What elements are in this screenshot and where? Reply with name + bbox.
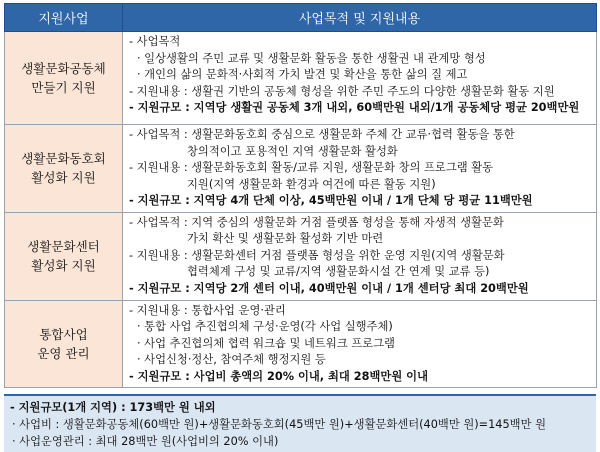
support-program-table bbox=[4, 3, 597, 388]
support-scale: - 지원규모 : 지역당 4개 단체 이상, 45백만원 이내 / 1개 단체 당 평균 11백만원 bbox=[129, 194, 533, 207]
table-row bbox=[5, 300, 597, 388]
program-content-cell bbox=[123, 32, 597, 125]
support-content: - 지원내용 : 생활문화센터 거점 플랫폼 형성을 위한 운영 지원(지역 생활문화 bbox=[129, 248, 505, 262]
program-content-cell bbox=[123, 125, 597, 213]
purpose-title: - 사업목적 bbox=[129, 35, 181, 48]
purpose-content-cont: 가치 확산 및 생활문화 활성화 기반 마련 bbox=[187, 232, 384, 245]
program-name-line1: 생활문화센터 bbox=[27, 239, 100, 254]
support-content: - 지원내용 : 생활권 기반의 공동체 형성을 위한 주민 주도의 다양한 생활문화 활동 지원 bbox=[129, 84, 555, 98]
purpose-item: · 개인의 삶의 문화적·사회적 가치 발견 및 확산을 통한 삶의 질 제고 bbox=[137, 68, 468, 81]
summary-operation-management: · 사업운영관리 : 최대 28백만 원(사업비의 20% 이내) bbox=[12, 435, 279, 448]
program-content-cell bbox=[123, 212, 597, 300]
program-name-cell bbox=[5, 212, 123, 300]
support-content-cont: 지원(지역 생활문화 환경과 여건에 따른 활동 지원) bbox=[187, 177, 436, 191]
support-item: · 통합 사업 추진협의체 구성·운영(각 사업 실행주체) bbox=[137, 320, 393, 333]
summary-project-cost: · 사업비 : 생활문화공동체(60백만 원)+생활문화동호회(45백만 원)+생활문화센터(40백만 원)=145백만 원 bbox=[12, 418, 547, 431]
table-row bbox=[5, 212, 597, 300]
program-name-line2: 활성화 지원 bbox=[31, 170, 96, 186]
support-content: - 지원내용 : 생활문화동호회 활동/교류 지원, 생활문화 창의 프로그램 활동 bbox=[129, 161, 494, 174]
program-name-line1: 통합사업 bbox=[39, 326, 88, 342]
summary-total: - 지원규모(1개 지역) : 173백만 원 내외 bbox=[10, 401, 216, 414]
program-name-cell bbox=[5, 125, 123, 213]
program-name-line2: 만들기 지원 bbox=[31, 80, 96, 95]
program-name-cell bbox=[5, 32, 123, 125]
program-content-cell bbox=[123, 300, 597, 388]
program-name-cell bbox=[5, 300, 123, 388]
purpose-item: · 일상생활의 주민 교류 및 생활문화 활동을 통한 생활권 내 관계망 형성 bbox=[137, 51, 486, 65]
table-row bbox=[5, 125, 597, 213]
support-program-table-container bbox=[4, 3, 596, 452]
program-name-line2: 활성화 지원 bbox=[31, 258, 96, 273]
support-content-cont: 협력체계 구성 및 교류/지역 생활문화시설 간 연계 및 교류 등) bbox=[187, 265, 490, 278]
program-name-line2: 운영 관리 bbox=[37, 345, 90, 361]
table-row bbox=[5, 32, 597, 125]
purpose-content: - 사업목적 : 생활문화동호회 중심으로 생활문화 주체 간 교류·협력 활동을 통한 bbox=[129, 128, 515, 141]
support-title: - 지원내용 : 통합사업 운영·관리 bbox=[129, 303, 286, 317]
support-scale: - 지원규모 : 지역당 생활권 공동체 3개 내외, 60백만원 내외/1개 공동체당 평균 20백만원 bbox=[129, 101, 580, 114]
header-purpose-content: 사업목적 및 지원내용 bbox=[123, 4, 597, 32]
purpose-content: - 사업목적 : 지역 중심의 생활문화 거점 플랫폼 형성을 통해 자생적 생활문화 bbox=[129, 215, 504, 229]
support-scale: - 지원규모 : 지역당 2개 센터 이내, 40백만원 이내 / 1개 센터당 최대 20백만원 bbox=[129, 281, 529, 295]
support-item: · 사업 추진협의체 협력 워크숍 및 네트워크 프로그램 bbox=[137, 336, 395, 350]
table-header-row bbox=[5, 4, 597, 32]
support-scale: - 지원규모 : 사업비 총액의 20% 이내, 최대 28백만원 이내 bbox=[129, 369, 428, 383]
program-name-line1: 생활문화동호회 bbox=[21, 151, 106, 167]
header-program: 지원사업 bbox=[5, 4, 123, 32]
support-item: · 사업신청·정산, 참여주체 행정지원 등 bbox=[137, 353, 326, 366]
program-name-line1: 생활문화공동체 bbox=[21, 61, 106, 76]
budget-summary-box bbox=[4, 394, 596, 452]
purpose-content-cont: 창의적이고 포용적인 지역 생활문화 활성화 bbox=[187, 144, 398, 158]
